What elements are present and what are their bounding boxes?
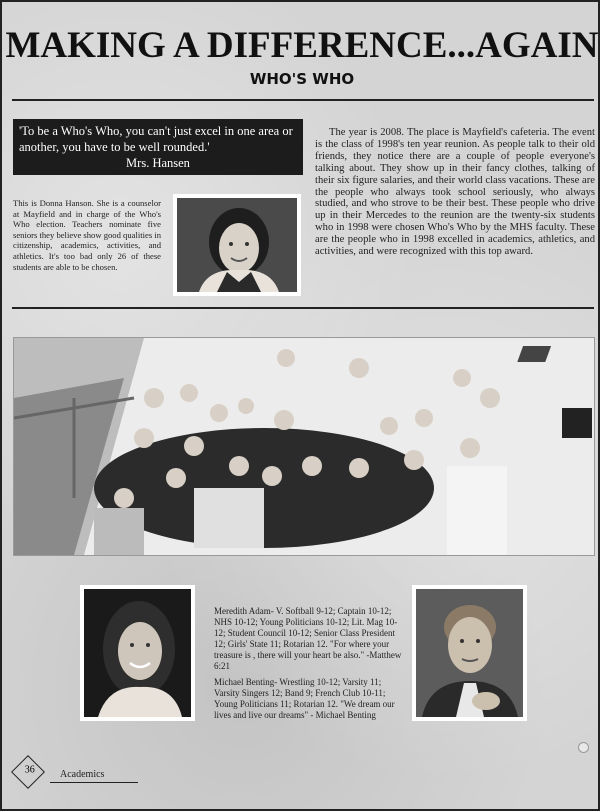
page-title: MAKING A DIFFERENCE...AGAIN: [5, 25, 599, 66]
counselor-portrait: [177, 198, 297, 292]
page-dot: [578, 742, 589, 753]
footer-rule: [50, 782, 138, 783]
quote-box: [13, 119, 303, 175]
group-photo-image: [14, 338, 594, 555]
middle-divider: [12, 307, 594, 309]
michael-portrait: [416, 589, 523, 717]
page-subtitle: WHO'S WHO: [249, 70, 355, 88]
michael-photo: [412, 585, 527, 721]
reunion-story: The year is 2008. The place is Mayfield's cafeteria. The event is the class of 1998's ten year reunion. As people talk to their old friends, they notice there are a couple of people everyone's talking about. They show up in their fancy clothes, talking of their six figure salaries, and their world class vacations. These are the people who always took school seriously, who always studied, and who strove to be their best. These people who drive up in their Mercedes to the reunion are the twenty-six students who in 1998 were chosen Who's Who by the MHS faculty. These are the people who in 1998 excelled in academics, athletics, and activities, and were recognized with this top award.: [315, 127, 595, 258]
page-number-badge: [11, 755, 45, 789]
quote-text: 'To be a Who's Who, you can't just excel in one area or another, you have to be well rounded.': [19, 124, 293, 154]
section-label: Academics: [60, 769, 105, 780]
meredith-bio: Meredith Adam- V. Softball 9-12; Captain 10-12; NHS 10-12; Young Politicians 10-12; Lit. Mag 10-12; Student Council 10-12; Senior Class President 12; Girls' State 11; Rotarian 12. "For where your treasure is , there will your heart be also." -Matthew 6:21: [214, 606, 402, 671]
top-divider: [12, 99, 594, 101]
group-photo: [13, 337, 595, 556]
page-number: 36: [24, 764, 35, 776]
michael-bio: Michael Benting- Wrestling 10-12; Varsity 11; Varsity Singers 12; Band 9; French Club 10-11; Young Politicians 11; Rotarian 12. "We dream our lives and live our dreams" - Michael Benting: [214, 677, 395, 720]
counselor-photo: [173, 194, 301, 296]
meredith-portrait: [84, 589, 191, 717]
quote-author: Mrs. Hansen: [126, 156, 190, 170]
meredith-photo: [80, 585, 195, 721]
counselor-caption: This is Donna Hanson. She is a counselor at Mayfield and in charge of the Who's Who election. Teachers nominate five seniors they believe show good qualities in citizenship, academics, activities, and athletics. It's too bad only 26 of these students are able to be chosen.: [13, 198, 161, 272]
